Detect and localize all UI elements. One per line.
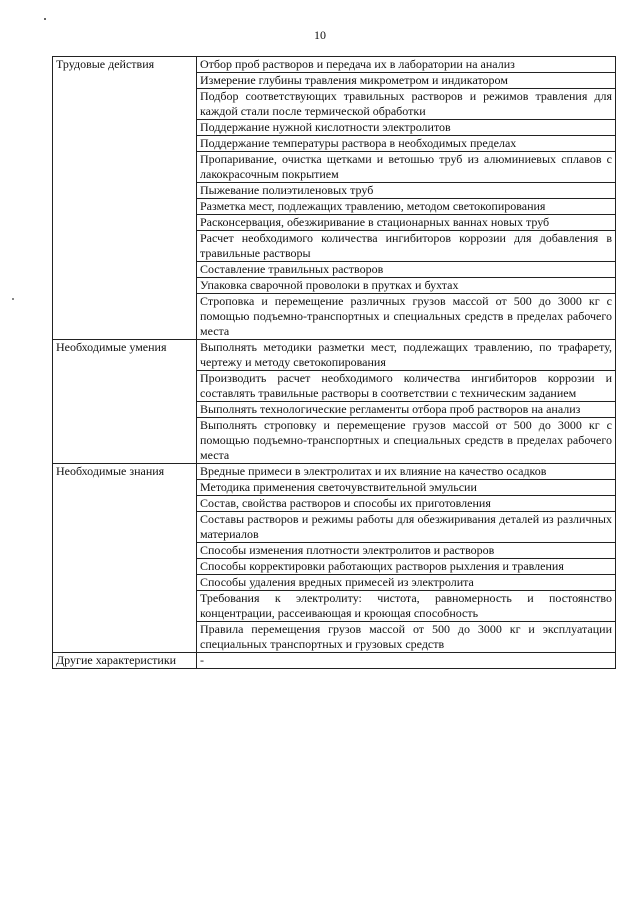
item-cell: Подбор соответствующих травильных растворов и режимов травления для каждой стали после термической обработки: [197, 89, 616, 120]
table-row: [53, 340, 616, 371]
item-cell: Пыжевание полиэтиленовых труб: [197, 183, 616, 199]
item-cell: Способы удаления вредных примесей из электролита: [197, 575, 616, 591]
item-cell: Расчет необходимого количества ингибиторов коррозии для добавления в травильные растворы: [197, 231, 616, 262]
scan-speck: [44, 18, 46, 20]
item-cell: Требования к электролиту: чистота, равномерность и постоянство концентрации, рассеивающая и кроющая способность: [197, 591, 616, 622]
item-cell: Пропаривание, очистка щетками и ветошью труб из алюминиевых сплавов с лакокрасочным покрытием: [197, 152, 616, 183]
page-number: 10: [314, 28, 326, 42]
item-cell: Поддержание температуры раствора в необходимых пределах: [197, 136, 616, 152]
item-cell: Состав, свойства растворов и способы их приготовления: [197, 496, 616, 512]
item-cell: Упаковка сварочной проволоки в прутках и бухтах: [197, 278, 616, 294]
item-cell: Поддержание нужной кислотности электролитов: [197, 120, 616, 136]
item-cell: -: [197, 653, 616, 669]
item-cell: Способы изменения плотности электролитов и растворов: [197, 543, 616, 559]
item-cell: Измерение глубины травления микрометром и индикатором: [197, 73, 616, 89]
item-cell: Разметка мест, подлежащих травлению, методом светокопирования: [197, 199, 616, 215]
table-row: [53, 464, 616, 480]
category-cell: Трудовые действия: [53, 57, 197, 340]
item-cell: Строповка и перемещение различных грузов массой от 500 до 3000 кг с помощью подъемно-транспортных и специальных средств в пределах рабочего места: [197, 294, 616, 340]
category-cell: Необходимые знания: [53, 464, 197, 653]
item-cell: Расконсервация, обезжиривание в стационарных ваннах новых труб: [197, 215, 616, 231]
item-cell: Методика применения светочувствительной эмульсии: [197, 480, 616, 496]
table-row: [53, 653, 616, 669]
item-cell: Составление травильных растворов: [197, 262, 616, 278]
table-row: [53, 57, 616, 73]
item-cell: Выполнять технологические регламенты отбора проб растворов на анализ: [197, 402, 616, 418]
item-cell: Правила перемещения грузов массой от 500 до 3000 кг и эксплуатации специальных транспортных и грузовых средств: [197, 622, 616, 653]
item-cell: Составы растворов и режимы работы для обезжиривания деталей из различных материалов: [197, 512, 616, 543]
item-cell: Вредные примеси в электролитах и их влияние на качество осадков: [197, 464, 616, 480]
category-cell: Необходимые умения: [53, 340, 197, 464]
item-cell: Выполнять методики разметки мест, подлежащих травлению, по трафарету, чертежу и методу светокопирования: [197, 340, 616, 371]
item-cell: Производить расчет необходимого количества ингибиторов коррозии и составлять травильные растворы в соответствии с техническим заданием: [197, 371, 616, 402]
category-cell: Другие характеристики: [53, 653, 197, 669]
item-cell: Способы корректировки работающих растворов рыхления и травления: [197, 559, 616, 575]
item-cell: Выполнять строповку и перемещение грузов массой от 500 до 3000 кг с помощью подъемно-транспортных и специальных средств в пределах рабочего места: [197, 418, 616, 464]
item-cell: Отбор проб растворов и передача их в лаборатории на анализ: [197, 57, 616, 73]
competency-table: [52, 56, 616, 669]
scan-speck: [12, 298, 14, 300]
